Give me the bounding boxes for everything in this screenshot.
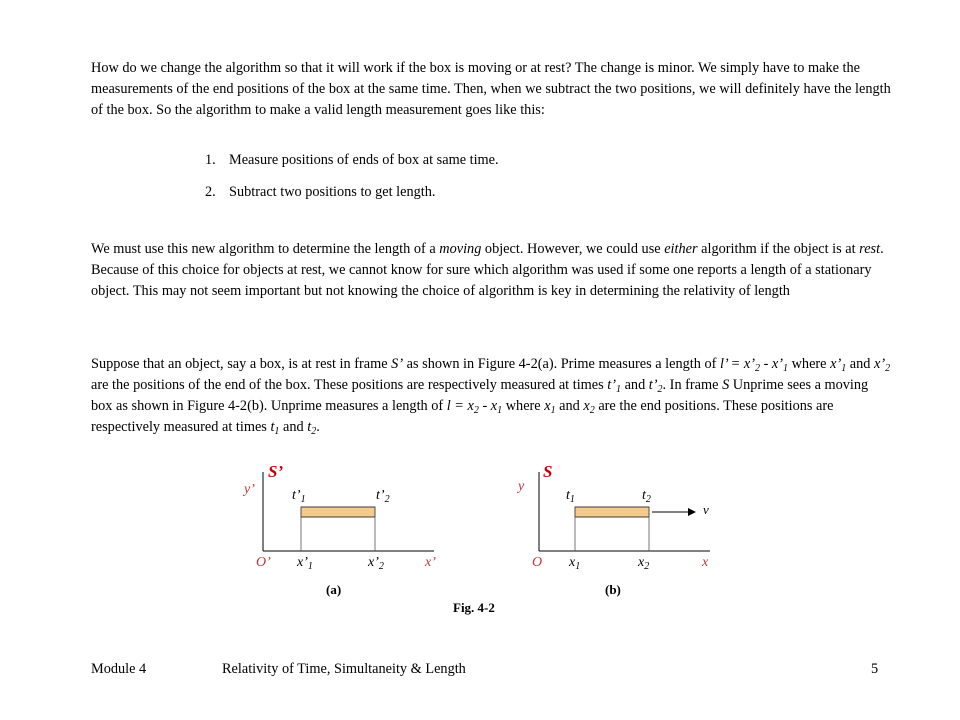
t1-label-a [292,488,306,505]
var: x [583,398,590,414]
var: t [642,488,646,503]
text-run: Unprime sees a moving box as shown in Figure 4-2(b). Unprime measures a length of [91,377,869,414]
subscript: 1 [550,405,556,416]
subscript: 2 [657,384,663,395]
footer-title: Relativity of Time, Simultaneity & Length [222,661,466,677]
var: x’ [830,356,842,372]
subscript: 1 [569,494,575,505]
subscript: 1 [616,384,621,395]
subscript: 1 [783,363,789,374]
x2-label-b [637,555,649,572]
velocity-arrow-icon [688,508,696,516]
var: x [569,555,576,570]
panel-label-b: (b) [605,582,621,597]
box-a [301,507,375,517]
x1-label-b [568,555,580,572]
eq-part: l’ = x’ [719,356,755,372]
subscript: 1 [274,426,280,437]
subscript: 2 [645,494,651,505]
text-run: . In frame [662,377,723,393]
figure-caption: Fig. 4-2 [453,600,495,615]
step-number: 1. [205,152,216,168]
text-run: algorithm if the object is at [697,241,860,257]
box-b [575,507,649,517]
text-run: . Because of this choice for objects at rest, we cannot know for sure which algorithm was used if some one reports a length of a stationary object. This may not seem important but not knowing the choice of algorithm is key in determining the relativity of length [91,241,884,299]
subscript: 2 [311,426,317,437]
y-axis-label-b: y [518,479,525,494]
subscript: 1 [575,561,581,572]
text-run: object. However, we could use [481,241,665,257]
subscript: 1 [841,363,847,374]
subscript: 2 [473,405,479,416]
subscript: 1 [307,561,313,572]
origin-label-a: O’ [256,555,271,570]
step-text: Subtract two positions to get length. [229,184,436,200]
x2-label-a [367,555,384,572]
t2-label-a [376,488,390,505]
subscript: 2 [589,405,595,416]
text-run: and [279,419,308,435]
step-text: Measure positions of ends of box at same time. [229,152,499,168]
frame-label-b: S [543,462,553,481]
subscript: 2 [378,561,384,572]
diagram-a [242,462,436,597]
subscript: 2 [885,363,891,374]
frame-label-a: S’ [268,462,284,481]
var: t’ [607,377,616,393]
text-run: where [788,356,831,372]
emphasis-either: either [664,241,698,257]
text-run: and [846,356,875,372]
text-run: are the end positions. These positions are respectively measured at times [91,398,834,435]
text-run: and [621,377,649,393]
footer-module: Module 4 [91,661,147,677]
text-run: . [316,419,320,435]
emphasis-rest: rest [859,241,881,257]
var: t [270,419,275,435]
var: x [638,555,645,570]
text-run: where [502,398,545,414]
var: t [566,488,570,503]
eq-part: - x [478,398,498,414]
subscript: 1 [497,405,503,416]
panel-label-a: (a) [326,582,342,597]
velocity-label: v [703,502,709,517]
text-run: and [555,398,584,414]
text-run: We must use this new algorithm to determine the length of a [91,241,440,257]
var: x [544,398,551,414]
var: t’ [292,488,301,503]
paragraph-intro: How do we change the algorithm so that it will work if the box is moving or at rest? The change is minor. We simply have to make the measurements of the end positions of the box at the same time. Then, when we subtract the two positions, we will definitely have the length of the box. So the algorithm to make a valid length measurement goes like this: [91,60,891,118]
t2-label-b [642,488,651,505]
text-run: Suppose that an object, say a box, is at rest in frame [91,356,392,372]
eq-part: l = x [446,398,474,414]
x1-label-a [296,555,313,572]
subscript: 2 [755,363,760,374]
diagram-b [516,462,710,597]
y-axis-label-a: y’ [244,482,255,497]
var: t [307,419,312,435]
frame-unprime: S [722,377,730,393]
page-number: 5 [871,661,879,677]
var: x’ [874,356,886,372]
step-number: 2. [205,184,216,200]
x-axis-label-a: x’ [425,555,436,570]
subscript: 2 [384,494,390,505]
text-run: as shown in Figure 4-2(a). Prime measures a length of [403,356,720,372]
var: t’ [376,488,385,503]
emphasis-moving: moving [439,241,482,257]
x-axis-label-b: x [702,555,709,570]
text-run: are the positions of the end of the box. These positions are respectively measured at times [91,377,608,393]
var: x’ [297,555,308,570]
eq-part: - x’ [760,356,784,372]
subscript: 1 [300,494,306,505]
t1-label-b [566,488,575,505]
subscript: 2 [644,561,650,572]
frame-prime: S’ [391,356,404,372]
var: t’ [648,377,658,393]
var: x’ [368,555,379,570]
origin-label-b: O [532,555,543,570]
